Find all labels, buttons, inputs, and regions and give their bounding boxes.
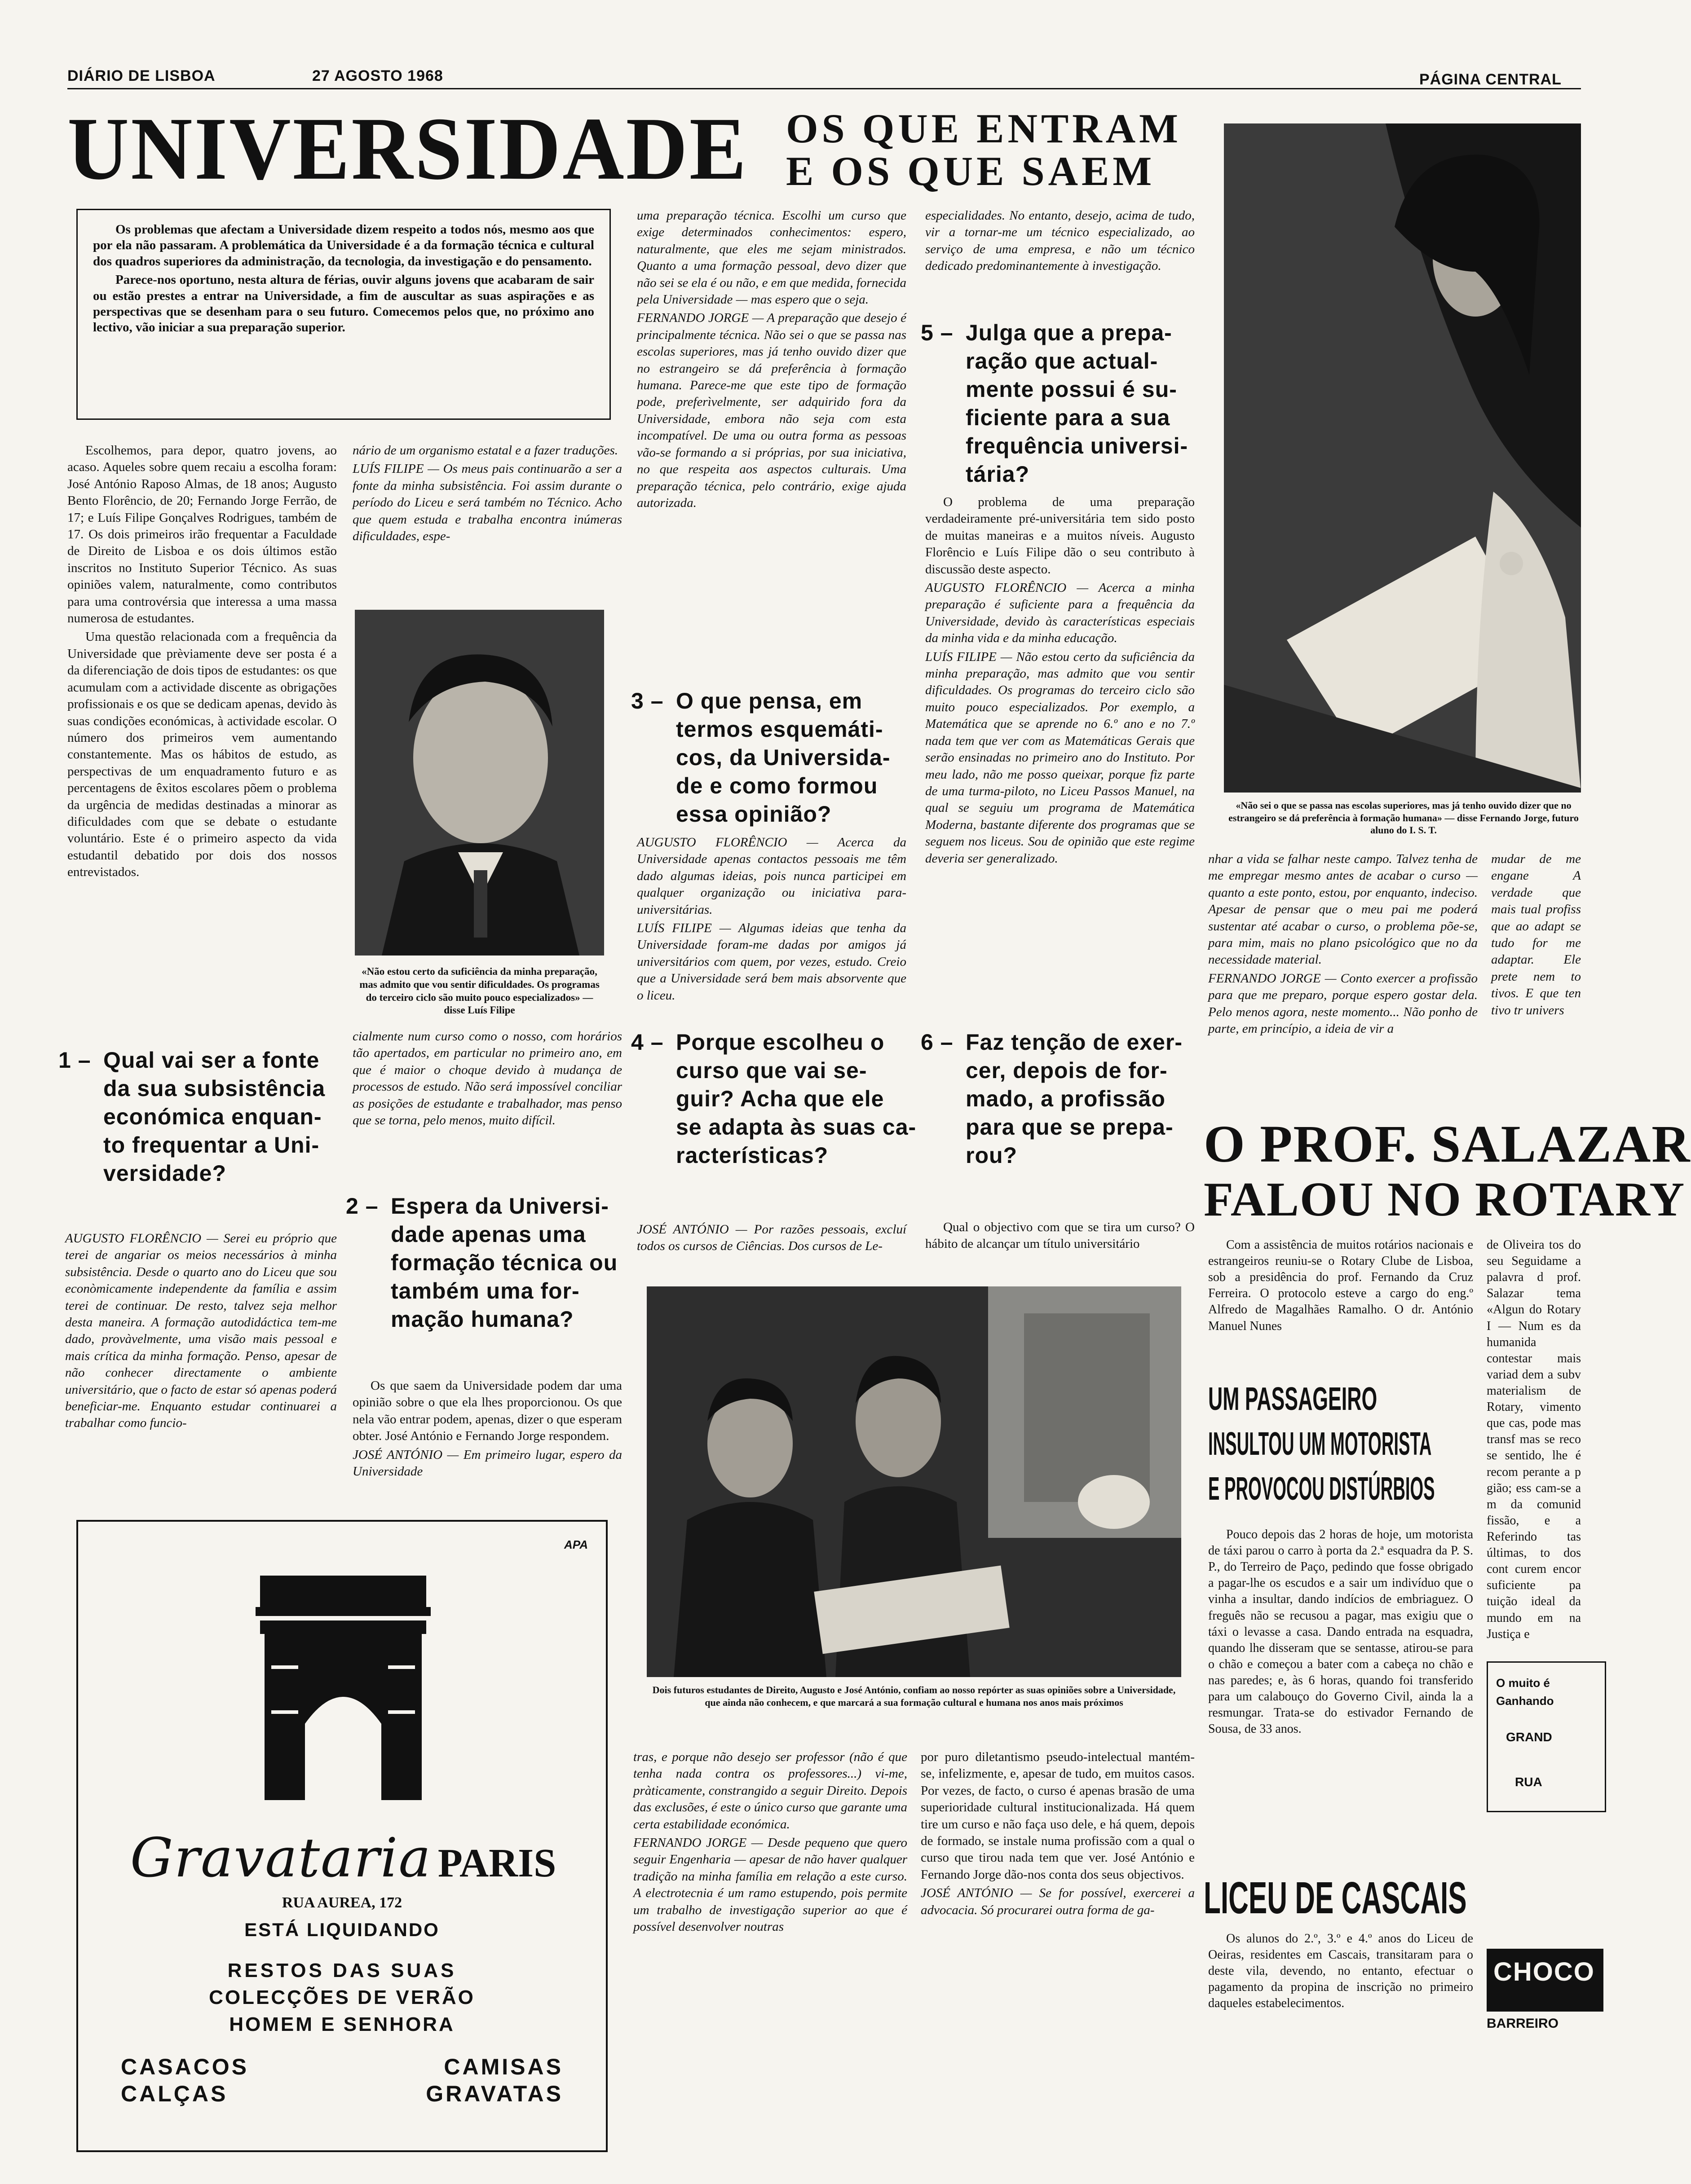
question-line: rou? bbox=[966, 1143, 1018, 1168]
answer-paragraph: nário de um organismo estatal e a fazer traduções. bbox=[353, 443, 618, 458]
intro-box bbox=[76, 209, 611, 420]
answer-paragraph: FERNANDO JORGE — A preparação que desejo é principalmente técnica. Não sei o que se passa nas escolas superiores, mas já tenho ouvido dizer que no estrangeiro se dá preferência à formação humana. Parece-me que este tipo de formação pode, preferìvelmente, ser adquirido fora da Universidade, embora não seja com esta incompatível. De uma ou outra forma as pessoas vão-se formando a si próprias, por sua iniciativa, no que respeita aos aspectos culturais. Uma preparação técnica, pelo contrário, exige ajuda autorizada. bbox=[637, 311, 906, 510]
question-number: 3 – bbox=[631, 688, 664, 713]
body-paragraph: Pouco depois das 2 horas de hoje, um motorista de táxi parou o carro à porta da 2.ª esquadra da P. S. P., do Terreiro de Paço, pedindo que fosse obrigado a pagar-lhe os escudos e a sair um indivíduo que o vinha a insultar, dando indícios de embriaguez. O freguês não se recusou a pagar, mas exigiu que o táxi o levasse a casa. Dando entrada na esquadra, quando lhe disseram que se sentasse, atirou-se para o chão e começou a bater com a cabeça no chão e nas paredes; e, às 6 horas, quando foi transferido para um calabouço do Governo Civil, ainda la a resmungar. Trata-se do estivador Fernando de Sousa, de 33 anos. bbox=[1208, 1528, 1473, 1736]
column-4-bottom bbox=[925, 1219, 1195, 1277]
ad-left-1: CASACOS bbox=[121, 2054, 249, 2079]
body-paragraph: Os que saem da Universidade podem dar uma opinião sobre o que ela lhes proporcionou. Os que nela vão entrar podem, apenas, dizer o que esperam obter. José António e Fernando Jorge respondem. bbox=[353, 1378, 622, 1444]
salazar-text bbox=[1208, 1237, 1473, 1349]
deck-line-1: OS QUE ENTRAM bbox=[786, 106, 1182, 151]
question-number: 6 – bbox=[921, 1030, 954, 1055]
intro-paragraph: Os problemas que afectam a Universidade dizem respeito a todos nós, mesmo aos que por ela não passaram. A problemática da Universidade é a da formação técnica e cultural dos quadros superiores da administração, da tecnologia, da investigação e do pensamento. bbox=[93, 222, 594, 269]
question-line: para que se prepa- bbox=[966, 1114, 1174, 1140]
passageiro-headline-3: E PROVOCOU DISTÚRBIOS bbox=[1208, 1471, 1435, 1507]
column-3-top bbox=[637, 207, 906, 670]
question-line: dade apenas uma bbox=[391, 1222, 586, 1247]
answer-paragraph: FERNANDO JORGE — Conto exercer a profissão para que me preparo, porque espero gostar dela. Pelo menos agora, neste momento... Não ponho de parte, em princípio, a ideia de vir a bbox=[1208, 971, 1478, 1036]
question-2 bbox=[346, 1192, 633, 1334]
answer-paragraph: cialmente num curso como o nosso, com horários tão apertados, em particular no primeiro ano, em que é maior o choque devido à mudança de processos de estudo. Não será impossível conciliar as posições de estudante e trabalhador, mas penso que se torna, pelo menos, muito difícil. bbox=[353, 1029, 622, 1128]
salazar-headline-1: O PROF. SALAZAR bbox=[1204, 1114, 1691, 1173]
answer-paragraph: nhar a vida se falhar neste campo. Talvez tenha de me empregar mesmo antes de acabar o curso — quanto a este ponto, estou, por enquanto, indeciso. Apesar de pensar que o meu pai me poderá sustentar até acabar o curso, o problema põe-se, para mim, mais no plano psicológico que no da necessidade material. bbox=[1208, 852, 1478, 967]
answer-paragraph: mudar de me engane A verdade que mais tual profiss que ao adapt se tudo for me adaptar. Ele prete nem to tivos. E que ten tivo tr univers bbox=[1491, 852, 1581, 1017]
question-line: ficiente para a sua bbox=[966, 405, 1170, 430]
column-3-ja bbox=[637, 1221, 906, 1280]
question-line: versidade? bbox=[103, 1161, 227, 1186]
question-line: cer, depois de for- bbox=[966, 1058, 1168, 1083]
body-paragraph: Uma questão relacionada com a frequência da Universidade que prèviamente deve ser posta é a da diferenciação de dois tipos de estudantes: os que acumulam com a actividade discente as obrigações profissionais e os que se dedicam apenas, devido às suas condições económicas, à actividade escolar. O número dos primeiros vem aumentando constantemente. Mas os hábitos de estudo, as perspectivas de um enquadramento futuro e as percentagens de êxitos escolares põem o problema da urgência de medidas destinadas a minorar as dificuldades com que se debate o estudante voluntário. Este é o primeiro aspecto da vida estudantil debatido por dois dos nossos entrevistados. bbox=[67, 630, 337, 880]
portrait-illustration bbox=[355, 610, 604, 956]
ad-right-2: GRAVATAS bbox=[426, 2081, 563, 2106]
small-ad-line: Ganhando bbox=[1496, 1694, 1554, 1708]
photo-caption-1: «Não estou certo da suficiência da minha preparação, mas admito que vou sentir dificuldades. Os programas do terceiro ciclo são muito pouco especializados» — disse Luís Filipe bbox=[359, 966, 600, 1016]
answer-paragraph: FERNANDO JORGE — Desde pequeno que quero seguir Engenharia — apesar de não haver qualquer tradição na minha família em relação a este curso. A electrotecnia é um ramo estupendo, pois permite um trabalho de investigação superior ao que é possível desenvolver noutras bbox=[633, 1836, 907, 1934]
question-line: tária? bbox=[966, 462, 1030, 487]
column-2-top bbox=[353, 442, 622, 595]
passageiro-text bbox=[1208, 1527, 1473, 1850]
answer-paragraph: LUÍS FILIPE — Não estou certo da suficiência da minha preparação, mas admito que vou sentir dificuldades. Os programas do terceiro ciclo são muito pouco especializados. Por exemplo, a Matemática que se aprende no 6.º ano e no 7.º nada tem que ver com as Matemáticas Gerais que serão ensinadas no primeiro ano do Instituto. Por meu lado, não me posso queixar, porque fiz parte de uma turma-piloto, no Liceu Passos Manuel, na qual se seguiu um programa de Matemática Moderna, bastante diferente dos programas que se seguem nos liceus. Sou de opinião que este regime deveria ser generalizado. bbox=[925, 649, 1195, 866]
question-5 bbox=[921, 319, 1208, 489]
ad-line-1: RESTOS DAS SUAS bbox=[227, 1959, 457, 1981]
body-paragraph: Os alunos do 2.º, 3.º e 4.º anos do Liceu de Oeiras, residentes em Cascais, transitaram para o deste vila, devendo, no entanto, efectuar o pagamento da propina de inscrição no primeiro daqueles estabelecimentos. bbox=[1208, 1932, 1473, 2011]
question-6 bbox=[921, 1028, 1208, 1170]
photo-two-students bbox=[647, 1286, 1181, 1677]
column-1-answer bbox=[65, 1230, 337, 1495]
small-ad-line: RUA bbox=[1515, 1775, 1542, 1789]
salazar-cut-column bbox=[1487, 1237, 1581, 1641]
portrait-photo-luis-filipe bbox=[355, 610, 604, 956]
question-line: curso que vai se- bbox=[676, 1058, 867, 1083]
question-line: mente possui é su- bbox=[966, 377, 1177, 402]
body-paragraph: de Oliveira tos do seu Seguidame a palavra d prof. Salazar tema «Algun do Rotary I — Num es da humanida contestar mais variad dem a subv materialism de Rotary, vimento que cas, pode mas transf mas se reco se sentido, lhe é recom perante a p gião; ess cam-se a m da comunid fissão, e a Referindo tas últimas, to dos cont curem encor suficiente pa tuição ideal da mundo em na Justiça e bbox=[1487, 1238, 1581, 1641]
paper-name: DIÁRIO DE LISBOA bbox=[67, 67, 216, 84]
question-line: Porque escolheu o bbox=[676, 1030, 885, 1055]
question-line: também uma for- bbox=[391, 1278, 580, 1303]
column-3-mid bbox=[637, 834, 906, 1050]
question-line: Qual vai ser a fonte bbox=[103, 1048, 320, 1073]
question-line: Espera da Universi- bbox=[391, 1193, 609, 1219]
page-title: UNIVERSIDADE bbox=[67, 99, 748, 198]
ad-brand-caps: PARIS bbox=[437, 1841, 556, 1885]
question-line: termos esquemáti- bbox=[676, 717, 883, 742]
liceu-text bbox=[1208, 1931, 1473, 2146]
column-2-mid bbox=[353, 1028, 622, 1208]
salazar-headline-2: FALOU NO ROTARY bbox=[1204, 1173, 1686, 1226]
section-label: PÁGINA CENTRAL bbox=[1419, 71, 1562, 88]
reading-student-illustration bbox=[1224, 123, 1581, 793]
question-line: económica enquan- bbox=[103, 1104, 322, 1129]
ad-brand-script: Gravataria bbox=[130, 1827, 432, 1889]
question-1 bbox=[58, 1046, 346, 1188]
masthead-rule bbox=[67, 88, 1581, 89]
answer-paragraph: uma preparação técnica. Escolhi um curso que exige determinados conhecimentos: espero, naturalmente, que eles me sejam ministrados. Quanto a uma formação pessoal, devo dizer que não sei se ela é ou não, e em que medida, fornecida pela Universidade — mas espero que o seja. bbox=[637, 208, 906, 307]
small-ad-line: GRAND bbox=[1506, 1730, 1552, 1744]
ad-address: RUA AUREA, 172 bbox=[282, 1894, 402, 1911]
right-column-text bbox=[1208, 851, 1478, 1129]
photo-caption-2: Dois futuros estudantes de Direito, Augusto e José António, confiam ao nosso repórter as suas opiniões sobre a Universidade, que ainda não conhecem, e que marcará a sua formação cultural e humana nos anos mais próximos bbox=[652, 1684, 1176, 1708]
ad-status: ESTÁ LIQUIDANDO bbox=[244, 1919, 440, 1940]
question-line: da sua subsistência bbox=[103, 1076, 326, 1101]
body-paragraph: Qual o objectivo com que se tira um curso? O hábito de alcançar um título universitário bbox=[925, 1220, 1195, 1251]
question-line: formação técnica ou bbox=[391, 1250, 618, 1275]
liceu-headline: LICEU DE CASCAIS bbox=[1204, 1873, 1467, 1923]
answer-paragraph: tras, e porque não desejo ser professor (não é que tenha nada contra os professores...) vi-me, pràticamente, constrangido a seguir Direito. Depois das exclusões, é este o único curso que garante uma certa estabilidade económica. bbox=[633, 1750, 907, 1832]
choco-ad bbox=[1487, 1949, 1603, 2012]
body-paragraph: O problema de uma preparação verdadeiramente pré-universitária tem sido posto de muitas maneiras e a muitos níveis. Augusto Florêncio e Luís Filipe dão o seu contributo à discussão deste aspecto. bbox=[925, 495, 1195, 577]
column-4-bottom-2 bbox=[921, 1749, 1195, 2153]
ad-brand bbox=[119, 1827, 568, 1889]
body-paragraph: por puro diletantismo pseudo-intelectual mantém-se, infelizmente, e, apesar de tudo, em muitos casos. Por vezes, de facto, o curso é apenas brasão de uma superioridade cultural institucionalizada. Há quem tire um curso e não faça uso dele, e há quem, depois de formado, se instale numa profissão com a qual o curso que tirou nada tem que ver. José António e Fernando Jorge dão-nos conta dos seus objectivos. bbox=[921, 1750, 1195, 1882]
question-line: Julga que a prepa- bbox=[966, 320, 1172, 345]
ad-line-2: COLECÇÕES DE VERÃO bbox=[209, 1986, 475, 2008]
question-line: cos, da Universida- bbox=[676, 745, 891, 770]
question-line: mado, a profissão bbox=[966, 1086, 1166, 1111]
answer-paragraph: JOSÉ ANTÓNIO — Por razões pessoais, excluí todos os cursos de Ciências. Dos cursos de Le- bbox=[637, 1222, 906, 1254]
question-number: 2 – bbox=[346, 1193, 379, 1219]
ad-gravataria-paris bbox=[76, 1520, 608, 2152]
choco-ad-subtitle: BARREIRO bbox=[1487, 2016, 1559, 2031]
photo-caption-3: «Não sei o que se passa nas escolas superiores, mas já tenho ouvido dizer que no estrangeiro se dá preferência à formação humana» — disse Fernando Jorge, futuro aluno do I. S. T. bbox=[1228, 800, 1579, 836]
small-ad-line: O muito é bbox=[1496, 1676, 1550, 1690]
column-2-bottom bbox=[353, 1378, 622, 1495]
answer-paragraph: JOSÉ ANTÓNIO — Se for possível, exercerei a advocacia. Só procurarei outra forma de ga- bbox=[921, 1886, 1195, 1917]
small-ad bbox=[1487, 1661, 1606, 1812]
passageiro-headline-1: UM PASSAGEIRO bbox=[1208, 1381, 1378, 1417]
column-4-top bbox=[925, 207, 1195, 315]
question-line: racterísticas? bbox=[676, 1143, 829, 1168]
ad-right-1: CAMISAS bbox=[444, 2054, 563, 2079]
right-cut-column bbox=[1491, 851, 1581, 1129]
question-line: se adapta às suas ca- bbox=[676, 1114, 917, 1140]
question-line: O que pensa, em bbox=[676, 688, 863, 713]
answer-paragraph: especialidades. No entanto, desejo, acima de tudo, vir a tornar-me um técnico especializado, ao serviço de uma empresa, e não um técnico dedicado predominantemente à investigação. bbox=[925, 208, 1195, 273]
ad-corner-mark: APA bbox=[564, 1538, 588, 1551]
question-line: mação humana? bbox=[391, 1307, 574, 1332]
passageiro-headline-2: INSULTOU UM MOTORISTA bbox=[1208, 1426, 1432, 1462]
question-line: guir? Acha que ele bbox=[676, 1086, 884, 1111]
question-line: frequência universi- bbox=[966, 433, 1188, 458]
answer-paragraph: AUGUSTO FLORÊNCIO — Acerca da Universidade apenas contactos pessoais me têm dado algumas ideias, pois nunca participei em qualquer organização ou iniciativa para-universitárias. bbox=[637, 835, 906, 917]
column-3-bottom bbox=[633, 1749, 907, 2153]
answer-paragraph: AUGUSTO FLORÊNCIO — Acerca a minha preparação é suficiente para a frequência da Universidade, devido às características especiais da minha vida e da minha educação. bbox=[925, 581, 1195, 646]
column-4-mid bbox=[925, 494, 1195, 1028]
question-number: 4 – bbox=[631, 1030, 664, 1055]
column-1 bbox=[67, 442, 337, 1044]
answer-paragraph: JOSÉ ANTÓNIO — Em primeiro lugar, espero da Universidade bbox=[353, 1447, 622, 1479]
arch-logo-icon bbox=[256, 1576, 431, 1800]
answer-paragraph: AUGUSTO FLORÊNCIO — Serei eu próprio que terei de angariar os meios necessários à minha subsistência. Desde o quarto ano do Liceu que sou econòmicamente independente da família e assim terei de continuar. De resto, talvez seja melhor desta maneira. A formação autodidáctica tem-me dado, provàvelmente, uma visão mais pessoal e mais crítica da minha formação. Penso, apesar de não conhecer directamente o ambiente universitário, que o facto de estar só apenas poderá beneficiar-me. Enquanto estudar continuarei a trabalhar como funcio- bbox=[65, 1231, 337, 1431]
ad-line-3: HOMEM E SENHORA bbox=[229, 2013, 455, 2035]
question-line: Faz tenção de exer- bbox=[966, 1030, 1183, 1055]
body-paragraph: Escolhemos, para depor, quatro jovens, ao acaso. Aqueles sobre quem recaiu a escolha foram: José António Raposo Almas, de 18 anos; Augusto Bento Florêncio, de 20; Fernando Jorge Ferrão, de 17; e Luís Filipe Gonçalves Rodrigues, também de 17. Os dois primeiros irão frequentar a Faculdade de Direito de Lisboa e os dois últimos estão inscritos no Instituto Superior Técnico. As suas opiniões valem, naturalmente, como contributos para uma controvérsia que interessa a uma massa numerosa de estudantes. bbox=[67, 443, 337, 626]
answer-paragraph: LUÍS FILIPE — Os meus pais continuarão a ser a fonte da minha subsistência. Foi assim durante o período do Liceu e será também no Técnico. Acho que quem estuda e trabalha encontra inúmeras dificuldades, espe- bbox=[353, 462, 622, 544]
question-3 bbox=[631, 687, 918, 828]
question-line: ração que actual- bbox=[966, 348, 1158, 374]
question-line: de e como formou bbox=[676, 773, 878, 798]
photo-fernando-jorge bbox=[1224, 123, 1581, 793]
question-4 bbox=[631, 1028, 918, 1170]
students-illustration bbox=[647, 1286, 1181, 1677]
body-paragraph: Com a assistência de muitos rotários nacionais e estrangeiros reuniu-se o Rotary Clube de Lisboa, sob a presidência do prof. Fernando da Cruz Ferreira. O protocolo esteve a cargo do eng.º Alfredo de Magalhães Ramalho. O dr. António Manuel Nunes bbox=[1208, 1238, 1473, 1333]
ad-left-2: CALÇAS bbox=[121, 2081, 228, 2106]
question-number: 1 – bbox=[58, 1048, 91, 1073]
question-number: 5 – bbox=[921, 320, 954, 345]
question-line: to frequentar a Uni- bbox=[103, 1132, 320, 1158]
deck-line-2: E OS QUE SAEM bbox=[786, 148, 1156, 194]
question-line: essa opinião? bbox=[676, 801, 832, 827]
intro-paragraph: Parece-nos oportuno, nesta altura de férias, ouvir alguns jovens que acabaram de sair ou estão prestes a entrar na Universidade, a fim de auscultar as suas aspirações e as perspectivas que se desenham para o seu futuro. Comecemos pelos que, no próximo ano lectivo, vão iniciar a sua preparação superior. bbox=[93, 273, 594, 335]
issue-date: 27 AGOSTO 1968 bbox=[312, 67, 443, 84]
choco-ad-title: CHOCO bbox=[1493, 1957, 1595, 1986]
answer-paragraph: LUÍS FILIPE — Algumas ideias que tenha da Universidade foram-me dadas por amigos já universitários com quem, por vezes, estudo. Creio que a Universidade será bem mais absorvente que o liceu. bbox=[637, 921, 906, 1003]
